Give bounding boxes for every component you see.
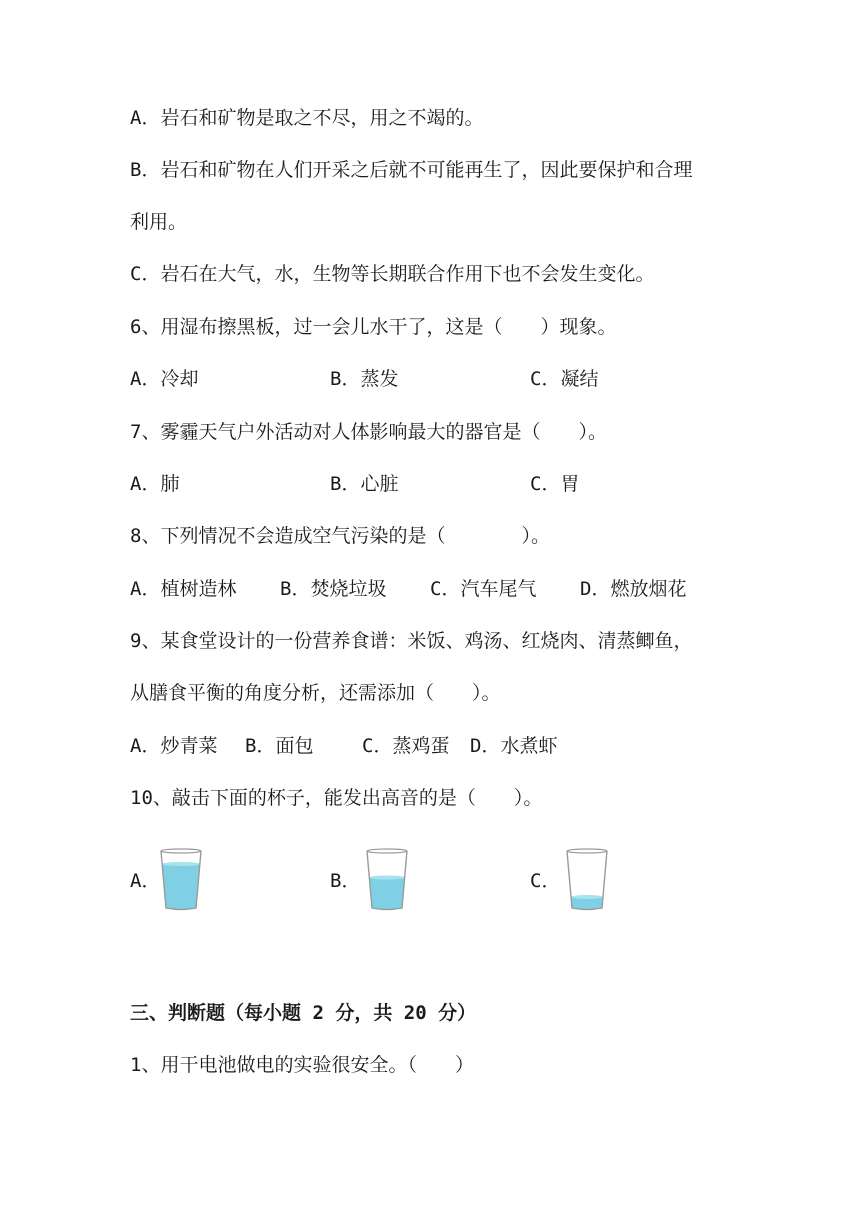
q7-option-a: A．肺 [130, 473, 180, 495]
cup-water [162, 864, 200, 910]
cup-b-icon [364, 848, 410, 914]
q8-option-a: A．植树造林 [130, 578, 237, 600]
q10-option-c-label: C． [530, 870, 561, 892]
q10-option-b-label: B． [330, 870, 361, 892]
q6-option-c: C．凝结 [530, 368, 599, 390]
q8-option-c: C．汽车尾气 [430, 578, 537, 600]
question-9-line2: 从膳食平衡的角度分析，还需添加（ ）。 [130, 682, 501, 704]
q8-option-b: B．焚烧垃圾 [280, 578, 387, 600]
q9-option-b: B．面包 [245, 735, 314, 757]
q6-option-b: B．蒸发 [330, 368, 399, 390]
q7-option-c: C．胃 [530, 473, 580, 495]
question-7: 7、雾霾天气户外活动对人体影响最大的器官是（ ）。 [130, 421, 607, 443]
cup-rim [161, 849, 201, 853]
cup-c-icon [564, 848, 610, 914]
q8-option-d: D．燃放烟花 [580, 578, 687, 600]
cup-water-surface [571, 895, 603, 899]
q5-option-b-line1: B．岩石和矿物在人们开采之后就不可能再生了，因此要保护和合理 [130, 159, 693, 181]
cup-rim [567, 849, 607, 853]
section-3-heading: 三、判断题（每小题 2 分，共 20 分） [130, 1002, 477, 1024]
cup-water [369, 878, 405, 910]
q9-option-c: C．蒸鸡蛋 [362, 735, 450, 757]
q9-option-d: D．水煮虾 [470, 735, 558, 757]
true-false-1: 1、用干电池做电的实验很安全。（ ） [130, 1054, 474, 1076]
q6-option-a: A．冷却 [130, 368, 199, 390]
cup-rim [367, 849, 407, 853]
question-6: 6、用湿布擦黑板，过一会儿水干了，这是（ ）现象。 [130, 316, 617, 338]
q5-option-a: A．岩石和矿物是取之不尽，用之不竭的。 [130, 107, 484, 129]
q9-option-a: A．炒青菜 [130, 735, 218, 757]
q7-option-b: B．心脏 [330, 473, 399, 495]
q5-option-c: C．岩石在大气，水，生物等长期联合作用下也不会发生变化。 [130, 263, 655, 285]
q10-option-a-label: A． [130, 870, 161, 892]
q5-option-b-line2: 利用。 [130, 211, 188, 233]
question-8: 8、下列情况不会造成空气污染的是（ ）。 [130, 525, 550, 547]
cup-water-surface [162, 862, 200, 866]
question-9-line1: 9、某食堂设计的一份营养食谱：米饭、鸡汤、红烧肉、清蒸鲫鱼， [130, 630, 693, 652]
cup-water-surface [369, 876, 405, 880]
question-10: 10、敲击下面的杯子，能发出高音的是（ ）。 [130, 787, 543, 809]
cup-a-icon [158, 848, 204, 914]
